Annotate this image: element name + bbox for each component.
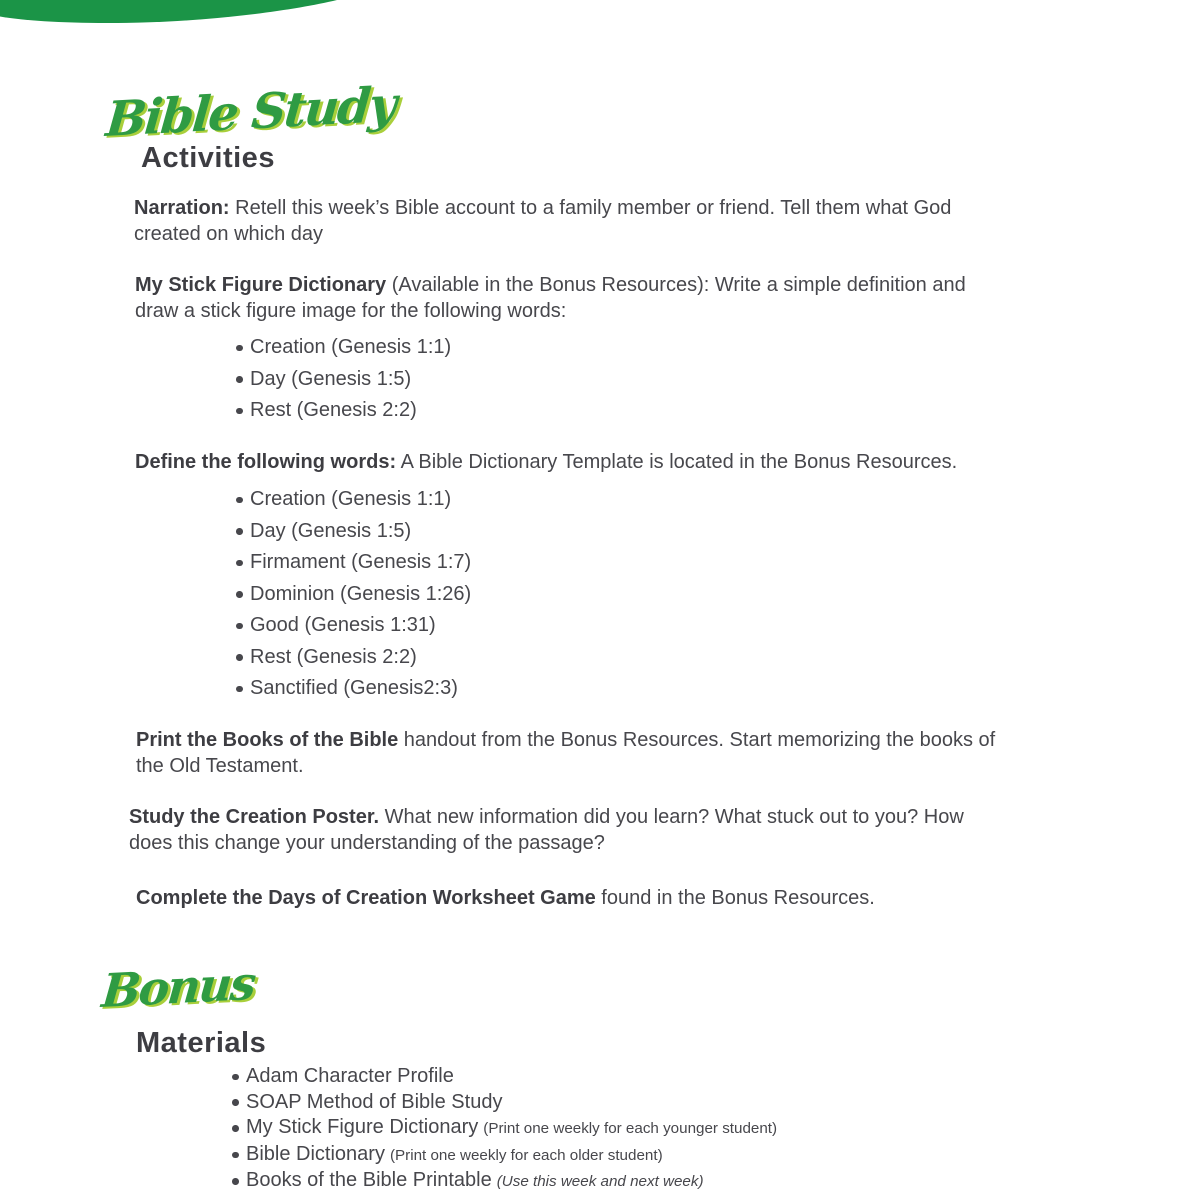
paragraph-stick-text-line2: draw a stick figure image for the following words: [135, 300, 567, 322]
list-item [232, 1115, 777, 1142]
paragraph-study-text-line2: does this change your understanding of the passage? [129, 832, 605, 854]
paragraph-stick-text: (Available in the Bonus Resources): Write a simple definition and [386, 274, 966, 296]
paragraph-study-poster [129, 804, 1079, 856]
list-item [232, 1090, 777, 1116]
bonus-item-note: (Use this week and next week) [496, 1173, 704, 1191]
list-item: Sanctified (Genesis2:3) [236, 673, 471, 705]
bonus-materials-list [232, 1064, 777, 1195]
paragraph-study-lead: Study the Creation Poster. [129, 806, 380, 828]
paragraph-complete-lead: Complete the Days of Creation Worksheet Game [136, 887, 596, 909]
paragraph-complete-text: found in the Bonus Resources. [595, 887, 875, 909]
bonus-item-note: (Print one weekly for each older student) [389, 1146, 663, 1164]
header-swoosh-graphic [0, 0, 340, 30]
paragraph-print-books [136, 727, 1086, 779]
paragraph-print-text-line2: the Old Testament. [136, 755, 304, 777]
bonus-item-note: (Print one weekly for each younger student) [483, 1120, 778, 1138]
list-item: Day (Genesis 1:5) [236, 516, 471, 548]
list-item: Day (Genesis 1:5) [236, 364, 451, 396]
paragraph-narration-lead: Narration: [134, 197, 230, 219]
materials-subtitle: Materials [136, 1027, 267, 1059]
paragraph-study-text: What new information did you learn? What stuck out to you? How [379, 806, 964, 828]
paragraph-define-words [135, 449, 1085, 475]
list-item [232, 1064, 777, 1090]
list-item: Creation (Genesis 1:1) [236, 332, 451, 364]
bonus-item-label: SOAP Method of Bible Study [246, 1090, 503, 1113]
paragraph-narration [134, 195, 1084, 247]
paragraph-print-lead: Print the Books of the Bible [136, 729, 399, 751]
paragraph-define-text: A Bible Dictionary Template is located in the Bonus Resources. [396, 451, 958, 473]
paragraph-print-text: handout from the Bonus Resources. Start memorizing the books of [398, 729, 996, 751]
bonus-item-label: Books of the Bible Printable [246, 1169, 492, 1192]
bonus-script-title: Bonus [99, 955, 257, 1019]
paragraph-narration-text: Retell this week’s Bible account to a family member or friend. Tell them what God [229, 197, 952, 219]
list-item [232, 1142, 777, 1169]
paragraph-complete-worksheet [136, 885, 1086, 911]
list-item: Rest (Genesis 2:2) [236, 642, 471, 674]
define-word-list [236, 484, 471, 705]
bonus-item-label: Bible Dictionary [246, 1142, 385, 1165]
paragraph-stick-lead: My Stick Figure Dictionary [135, 274, 387, 296]
paragraph-narration-text-line2: created on which day [134, 223, 324, 245]
paragraph-define-lead: Define the following words: [135, 451, 397, 473]
list-item: Rest (Genesis 2:2) [236, 395, 451, 427]
stick-figure-word-list [236, 332, 451, 427]
bible-study-script-title: Bible Study [103, 76, 398, 149]
list-item: Creation (Genesis 1:1) [236, 484, 471, 516]
bonus-item-label: My Stick Figure Dictionary [246, 1116, 479, 1139]
paragraph-stick-figure-dictionary [135, 272, 1085, 324]
list-item: Good (Genesis 1:31) [236, 610, 471, 642]
list-item: Firmament (Genesis 1:7) [236, 547, 471, 579]
bonus-item-label: Adam Character Profile [246, 1065, 454, 1087]
list-item: Dominion (Genesis 1:26) [236, 579, 471, 611]
activities-subtitle: Activities [141, 142, 275, 174]
list-item [232, 1168, 777, 1195]
